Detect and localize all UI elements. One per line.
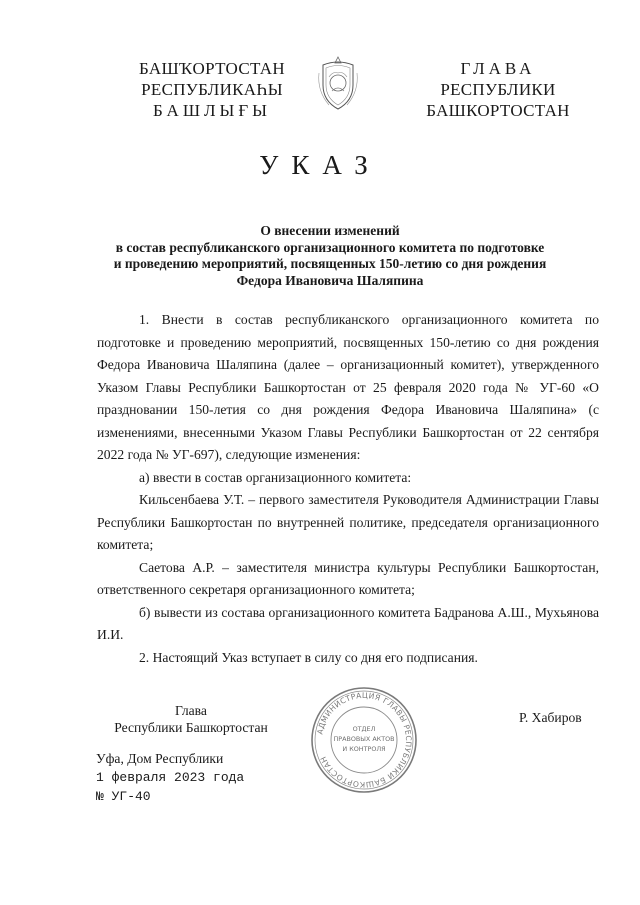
decree-place-date xyxy=(96,749,244,806)
paragraph-1: 1. Внести в состав республиканского организационного комитета по подготовке и проведению мероприятий, посвященных 150-летию со дня рождения Федора Ивановича Шаляпина (далее – организационный комитет), утвержденного Указом Главы Республики Башкортостан от 25 февраля 2020 года № УГ-60 «О праздновании 150-летия со дня рождения Федора Ивановича Шаляпина» (с изменениями, внесенными Указом Главы Республики Башкортостан от 22 сентября 2022 года № УГ-697), следующие изменения: xyxy=(97,312,599,462)
header-left-line-3: БАШЛЫҒЫ xyxy=(153,101,271,120)
header-left-line-1: БАШҠОРТОСТАН xyxy=(139,59,285,78)
stamp-center-line-2: ПРАВОВЫХ АКТОВ xyxy=(333,735,395,743)
signatory-position-line-1: Глава xyxy=(175,703,207,718)
paragraph-5: б) вывести из состава организационного комитета Бадранова А.Ш., Мухьянова И.И. xyxy=(97,604,599,642)
official-stamp-icon xyxy=(309,685,419,795)
decree-number: № УГ-40 xyxy=(96,789,151,804)
subject-line-3: и проведению мероприятий, посвященных 150-летию со дня рождения xyxy=(113,256,547,271)
document-title: УКАЗ xyxy=(259,150,381,180)
stamp-ring-text: АДМИНИСТРАЦИЯ ГЛАВЫ РЕСПУБЛИКИ БАШКОРТОСТАН xyxy=(315,690,414,790)
subject-line-2: в состав республиканского организационного комитета по подготовке xyxy=(115,239,545,255)
decree-date: 1 февраля 2023 года xyxy=(96,770,245,785)
paragraph-2: а) ввести в состав организационного комитета: xyxy=(139,469,412,485)
subject-line-4: Федора Ивановича Шаляпина xyxy=(236,272,424,288)
republic-emblem-icon xyxy=(315,55,361,113)
header-right-line-3: БАШКОРТОСТАН xyxy=(426,101,570,120)
place-line: Уфа, Дом Республики xyxy=(96,751,224,766)
header-left-line-2: РЕСПУБЛИКАҺЫ xyxy=(141,80,283,99)
signatory-position xyxy=(96,702,286,736)
signatory-position-line-2: Республики Башкортостан xyxy=(114,720,268,735)
header-bashkir xyxy=(112,58,312,121)
header-right-line-1: ГЛАВА xyxy=(460,59,536,78)
header-right-line-2: РЕСПУБЛИКИ xyxy=(440,80,556,99)
paragraph-4: Саетова А.Р. – заместителя министра культуры Республики Башкортостан, ответственного секретаря организационного комитета; xyxy=(97,559,599,597)
decree-body xyxy=(97,309,599,669)
signatory-name: Р. Хабиров xyxy=(519,710,582,725)
stamp-center-line-3: И КОНТРОЛЯ xyxy=(342,745,386,753)
decree-subject xyxy=(100,223,560,289)
paragraph-6: 2. Настоящий Указ вступает в силу со дня его подписания. xyxy=(139,649,478,665)
stamp-center-line-1: ОТДЕЛ xyxy=(352,725,376,733)
paragraph-3: Кильсенбаева У.Т. – первого заместителя Руководителя Администрации Главы Республики Башкортостан по внутренней политике, председателя организационного комитета; xyxy=(97,492,599,552)
subject-line-1: О внесении изменений xyxy=(260,223,400,238)
header-russian xyxy=(398,58,598,121)
